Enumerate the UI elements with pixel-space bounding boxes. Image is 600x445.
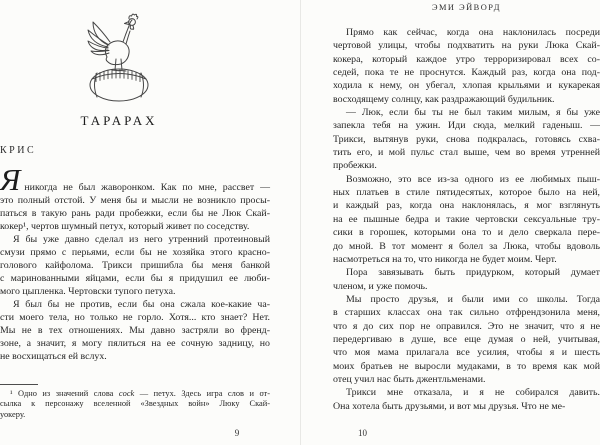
text-line: что я до сих пор не оправился. Это не значит, что я не (333, 320, 600, 332)
text-line: голового кайфолома. Трикси пришибла бы меня банкой (0, 260, 270, 271)
text-line: не восхищаться ей вслух. (0, 351, 107, 362)
rooster-icon (88, 14, 138, 71)
footnote-text (0, 389, 270, 420)
text-line: ¹ Одно из значений слова cock — петух. Здесь игра слов и от- (10, 389, 271, 398)
text-line: это полный отстой. У меня бы и мысли не возникло просы- (0, 195, 270, 206)
raised-initial-cap: Я (0, 162, 21, 197)
text-line: насмотреться на то, что никогда не будет моим. Черт. (333, 253, 557, 265)
text-line: — Люк, если бы ты не был таким милым, я бы уже (346, 107, 600, 119)
text-line: ных платьев в стиле пятидесятых, которое было на ней, (333, 187, 600, 199)
running-header: ЭМИ ЭЙВОРД (431, 3, 502, 12)
page-gutter-divider (300, 0, 301, 445)
text-line: в старших классах она так сильно отфрендзонила меня, (333, 307, 600, 319)
text-line: Трикси, вытянув руки, снова подкралась, готовясь схва- (333, 133, 600, 145)
text-line: пробежки. (333, 160, 377, 172)
text-line: смузи прямо с перьями, если бы не хозяйка этого красно- (0, 247, 270, 258)
text-line: сти моего тела, но только не горло. Хотя... кто знает? Нет. (0, 312, 270, 323)
text-line: передергиваю в душе, все еще думая о ней, учитывая, (333, 333, 600, 345)
text-line: моих братьев не выросли мудаками, в то время как мой (333, 360, 600, 372)
text-line: членом, и уже помочь. (333, 280, 428, 292)
text-line: что моя мама прилагала все усилия, чтобы я и шесть (333, 347, 600, 359)
text-line: паться в такую рань ради пробежки, если бы не Люк Скай- (0, 208, 270, 219)
text-line: Мы не в тех отношениях. Мы давно застряли во френд- (0, 325, 270, 336)
text-line: седей, пока те не проснутся. Каждый раз, когда она под- (333, 67, 600, 79)
text-line: ходила к нему, он убегал, хлопая крыльями и кукарекая (333, 80, 600, 92)
text-line: до мной. В тот момент я болел за Люка, чтобы вдоволь (333, 240, 600, 252)
right-page-number: 10 (358, 428, 367, 438)
right-page (333, 0, 600, 445)
rooster-on-football-illustration (85, 11, 153, 103)
text-line: уокеру. (0, 409, 26, 419)
text-line: Я был бы не против, если бы она сжала кое-какие ча- (13, 299, 270, 310)
text-line: мого цыпленка. Чертовски тупого петуха. (0, 286, 176, 297)
text-line: запекла тебя на ужин. Иди сюда, мелкий гаденыш. — (333, 120, 600, 132)
chapter-title: ТАРАРАХ (80, 113, 158, 128)
football-icon (90, 69, 148, 101)
text-line: Она хотела быть друзьями, и вот мы друзья. Что не ме- (333, 400, 566, 412)
text-line: Пора завязывать быть придурком, который думает (346, 267, 600, 279)
right-page-body-text (333, 26, 600, 413)
text-line: Прямо как сейчас, когда она наклонилась посреди (346, 27, 600, 38)
text-line: Возможно, это все из-за одного из ее любимых пыш- (346, 173, 600, 185)
text-line: кокера, который каждое утро терроризировал всех со- (333, 53, 600, 65)
footnote-rule (0, 384, 38, 385)
text-line: Яникогда не был жаворонком. Как по мне, рассвет — (0, 162, 270, 197)
left-page-body-text (0, 162, 270, 363)
text-line: сики в горошек, которыми она то и дело сверкала пере- (333, 227, 600, 239)
text-line: с маринованными яйцами, если бы я придушил ее люби- (0, 273, 270, 284)
text-line: отец учил нас быть джентльменами. (333, 373, 486, 385)
text-line: Трикси мне отказала, и я не собирался давить. (346, 387, 600, 399)
text-line: восходящему солнцу, как раздражающий будильник. (333, 93, 555, 105)
text-line: Я бы уже давно сделал из него утренний протеиновый (13, 234, 270, 245)
text-line: на ее пышные бедра и такие чертовски сексуальные тру- (333, 213, 600, 225)
text-line: и каждый раз, когда она наклонялась, я мог взглянуть (333, 200, 600, 212)
left-page (0, 0, 270, 445)
text-line: сылка к персонажу вселенной «Звездных войн» Люку Скай- (0, 399, 270, 409)
text-line: чертовой улицы, чтобы подхватить на руки Люка Скай- (333, 40, 600, 52)
text-line: Мы просто друзья, и были ими со школы. Тогда (346, 293, 600, 305)
text-line: тить его, и мой пульс стал выше, чем во время утренней (333, 147, 600, 159)
text-line: кокер¹, чертов шумный петух, который живет по соседству. (0, 221, 250, 232)
left-page-number: 9 (234, 428, 240, 438)
text-line: зоне, а значит, я могу пялиться на ее сочную задницу, но (0, 338, 270, 349)
pov-label: КРИС (0, 145, 37, 156)
rooster-on-football-icon (85, 11, 153, 103)
